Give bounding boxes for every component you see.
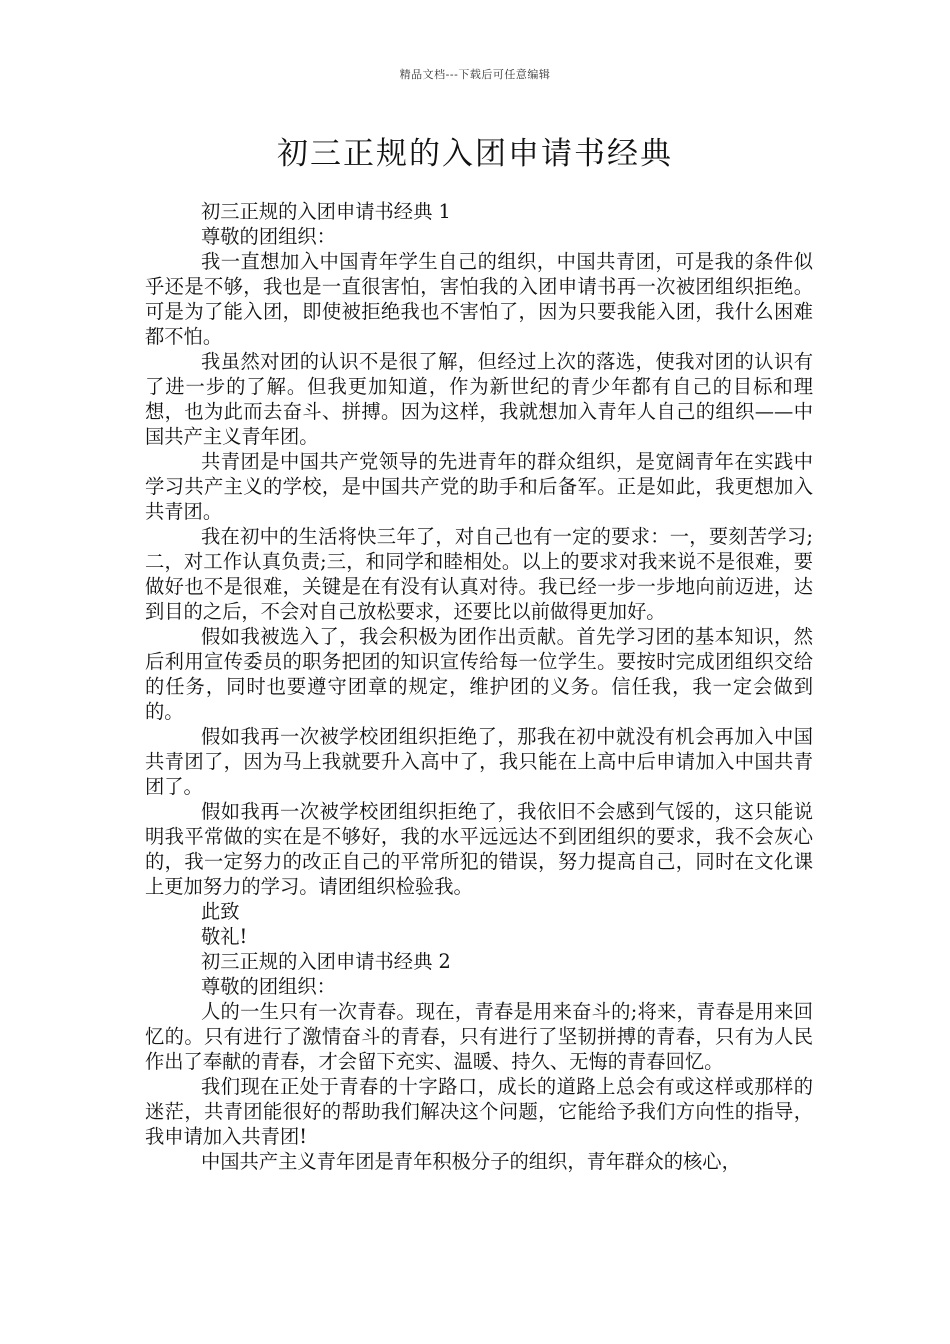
body-paragraph: 假如我再一次被学校团组织拒绝了，那我在初中就没有机会再加入中国共青团了，因为马上我就要升入高中了，我只能在上高中后申请加入中国共青团了。 — [145, 725, 813, 798]
body-paragraph: 人的一生只有一次青春。现在，青春是用来奋斗的;将来，青春是用来回忆的。只有进行了激情奋斗的青春，只有进行了坚韧拼搏的青春，只有为人民作出了奉献的青春，才会留下充实、温暖、持久、无悔的青春回忆。 — [145, 1000, 813, 1073]
page-header-note: 精品文档---下载后可任意编辑 — [399, 68, 551, 81]
document-body — [145, 199, 813, 1174]
body-paragraph: 我虽然对团的认识不是很了解，但经过上次的落选，使我对团的认识有了进一步的了解。但我更加知道，作为新世纪的青少年都有自己的目标和理想，也为此而去奋斗、拼搏。因为这样，我就想加入青年人自己的组织——中国共产主义青年团。 — [145, 350, 813, 448]
body-paragraph: 假如我被选入了，我会积极为团作出贡献。首先学习团的基本知识，然后利用宣传委员的职务把团的知识宣传给每一位学生。要按时完成团组织交给的任务，同时也要遵守团章的规定，维护团的义务。信任我，我一定会做到的。 — [145, 625, 813, 723]
salutation: 尊敬的团组织： — [201, 975, 336, 998]
section-heading-2: 初三正规的入团申请书经典 2 — [201, 950, 451, 973]
closing-line: 此致 — [201, 900, 240, 923]
body-paragraph: 共青团是中国共产党领导的先进青年的群众组织，是宽阔青年在实践中学习共产主义的学校，是中国共产党的助手和后备军。正是如此，我更想加入共青团。 — [145, 450, 813, 523]
section-heading-1: 初三正规的入团申请书经典 1 — [201, 200, 451, 223]
body-paragraph: 中国共产主义青年团是青年积极分子的组织，青年群众的核心， — [201, 1150, 741, 1173]
body-paragraph: 我们现在正处于青春的十字路口，成长的道路上总会有或这样或那样的迷茫，共青团能很好的帮助我们解决这个问题，它能给予我们方向性的指导，我申请加入共青团! — [145, 1075, 813, 1148]
body-paragraph: 我在初中的生活将快三年了，对自己也有一定的要求：一，要刻苦学习;二，对工作认真负责;三，和同学和睦相处。以上的要求对我来说不是很难，要做好也不是很难，关键是在有没有认真对待。我已经一步一步地向前迈进，达到目的之后，不会对自己放松要求，还要比以前做得更加好。 — [145, 525, 813, 623]
body-paragraph: 假如我再一次被学校团组织拒绝了，我依旧不会感到气馁的，这只能说明我平常做的实在是不够好，我的水平远远达不到团组织的要求，我不会灰心的，我一定努力的改正自己的平常所犯的错误，努力提高自己，同时在文化课上更加努力的学习。请团组织检验我。 — [145, 800, 813, 898]
closing-line: 敬礼! — [201, 925, 248, 948]
salutation: 尊敬的团组织： — [201, 225, 336, 248]
body-paragraph: 我一直想加入中国青年学生自己的组织，中国共青团，可是我的条件似乎还是不够，我也是一直很害怕，害怕我的入团申请书再一次被团组织拒绝。可是为了能入团，即使被拒绝我也不害怕了，因为只要我能入团，我什么困难都不怕。 — [145, 250, 813, 348]
document-title: 初三正规的入团申请书经典 — [277, 136, 673, 172]
